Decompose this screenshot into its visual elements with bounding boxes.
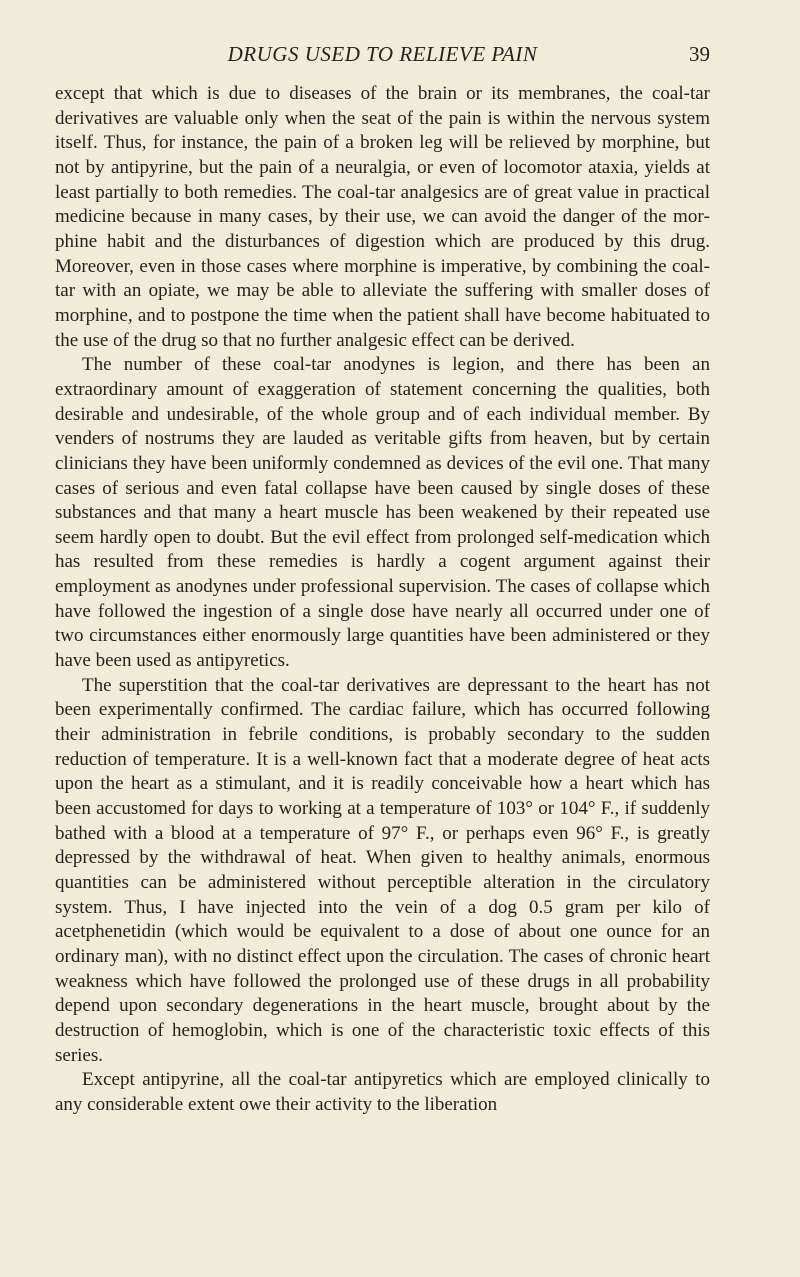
paragraph: The superstition that the coal-tar derivatives are depressant to the heart has not been experimentally confirmed. The cardiac failure, which has occurred following their administration in febrile conditions, is probably secondary to the sudden reduction of temperature. It is a well-known fact that a moderate degree of heat acts upon the heart as a stimulant, and it is readily conceivable how a heart which has been accustomed for days to working at a temperature of 103° or 104° F., if suddenly bathed with a blood at a temperature of 97° F., or perhaps even 96° F., is greatly depressed by the withdrawal of heat. When given to healthy animals, enormous quantities can be administered without perceptible alteration in the circulatory system. Thus, I have injected into the vein of a dog 0.5 gram per kilo of acetphenetidin (which would be equivalent to a dose of about one ounce for an ordinary man), with no distinct effect upon the circulation. The cases of chronic heart weakness which have followed the prolonged use of these drugs in all probability depend upon secondary degenerations in the heart muscle, brought about by the destruction of hemoglobin, which is one of the characteristic toxic effects of this series.	[55, 674, 710, 1066]
page-number: 39	[689, 42, 710, 66]
paragraph: except that which is due to diseases of the brain or its membranes, the coal-tar derivatives are valuable only when the seat of the pain is within the nervous system itself. Thus, for instance, the pain of a broken leg will be relieved by morphine, but not by antipyrine, but the pain of a neuralgia, or even of locomotor ataxia, yields at least partially to both remedies. The coal-tar analgesics are of great value in practical medicine because in many cases, by their use, we can avoid the danger of the morphine habit and the disturbances of digestion which are produced by this drug. Moreover, even in those cases where morphine is imperative, by combining the coal-tar with an opiate, we may be able to alleviate the suffering with smaller doses of morphine, and to postpone the time when the patient shall have become habituated to the use of the drug so that no further analgesic effect can be derived.	[55, 83, 710, 351]
running-title: DRUGS USED TO RELIEVE PAIN	[227, 42, 538, 66]
running-head	[55, 42, 710, 72]
body-text	[55, 82, 710, 1118]
paragraph: The number of these coal-tar anodynes is legion, and there has been an extraordinary amount of exaggeration of statement concerning the qualities, both desirable and undesirable, of the whole group and of each individual member. By venders of nostrums they are lauded as veritable gifts from heaven, but by certain clinicians they have been uniformly condemned as devices of the evil one. That many cases of serious and even fatal collapse have been caused by single doses of these substances and that many a heart muscle has been weakened by their repeated use seem hardly open to doubt. But the evil effect from prolonged self-medication which has resulted from these remedies is hardly a cogent argument against their employment as anodynes under professional supervision. The cases of collapse which have followed the ingestion of a single dose have nearly all occurred under one of two circumstances either enormously large quantities have been administered or they have been used as antipyretics.	[55, 354, 710, 672]
paragraph: Except antipyrine, all the coal-tar antipyretics which are employed clinically to any considerable extent owe their activity to the liberation	[55, 1069, 710, 1115]
